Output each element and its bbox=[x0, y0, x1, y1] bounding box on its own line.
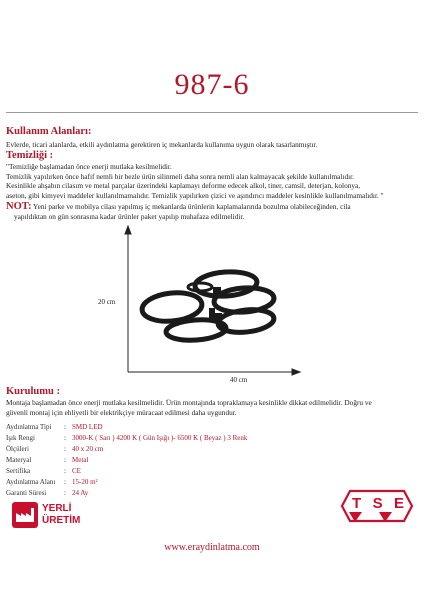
install-heading: Kurulumu : bbox=[6, 386, 60, 397]
install-text bbox=[6, 398, 424, 417]
note-label: NOT: bbox=[6, 201, 32, 212]
spec-key: Aydınlatma Alanı bbox=[6, 478, 56, 486]
spec-separator: : bbox=[64, 434, 66, 442]
spec-separator: : bbox=[64, 423, 66, 431]
factory-icon bbox=[12, 502, 38, 528]
install-line: güvenli montaj için ehliyetli bir elektrikçiye müracaat edilmesi daha uygundur. bbox=[6, 407, 237, 417]
spec-key: Ölçüleri bbox=[6, 445, 29, 453]
spec-separator: : bbox=[64, 445, 66, 453]
spec-value: SMD LED bbox=[72, 423, 103, 431]
cleaning-line: Temizlik yapılırken önce hafif nemli bir bezle ürün silinmeli daha sonra nemli alan kalmayacak şekilde kullanılmalıdır. bbox=[6, 171, 355, 181]
spec-value: CE bbox=[72, 467, 81, 475]
spec-separator: : bbox=[64, 489, 66, 497]
cleaning-line: aseton, gibi kimyevi maddeler kullanılmamalıdır. Temizlik yapılırken çizici ve aşındırıcı maddeler kesinlikle kullanılmamalıdır. " bbox=[6, 190, 384, 200]
badge-line-1: YERLİ bbox=[42, 503, 72, 514]
install-line: Montaja başlamadan önce enerji mutlaka kesilmelidir. Ürün montajında topraklamaya kesinlikle dikkat edilmelidir. Doğru ve bbox=[6, 398, 372, 407]
yerli-uretim-badge bbox=[12, 500, 92, 530]
spec-value: 24 Ay bbox=[72, 489, 89, 497]
note-text-2: yapıldıktan on gün sonrasına kadar ürünler paket yapılıp muhafaza edilmelidir. bbox=[14, 211, 245, 221]
cleaning-line: Kesinlikle ahşabın cilasım ve metal parçalar üzerindeki kaplamayı deforme edecek alkol, tiner, camsil, deterjan, kolonya, bbox=[6, 181, 361, 191]
height-label: 20 cm bbox=[98, 298, 116, 306]
usage-heading: Kullanım Alanları: bbox=[6, 126, 92, 137]
spec-separator: : bbox=[64, 456, 66, 464]
spec-value: 40 x 20 cm bbox=[72, 445, 104, 453]
width-dimension-line bbox=[128, 369, 300, 375]
spec-value: 3000-K ( Sarı ) 4200 K ( Gün Işığı )- 6500 K ( Beyaz ) 3 Renk bbox=[72, 434, 248, 442]
tse-letters bbox=[352, 495, 404, 513]
spec-key: Aydınlatma Tipi bbox=[6, 423, 52, 431]
spec-value: 15-20 m² bbox=[72, 478, 98, 486]
spec-separator: : bbox=[64, 478, 66, 486]
spec-value: Metal bbox=[72, 456, 89, 464]
spec-key: Sertifika bbox=[6, 467, 31, 475]
width-label: 40 cm bbox=[230, 376, 248, 384]
website-link[interactable]: www.eraydinlatma.com bbox=[164, 542, 260, 553]
note-text: Yeni parke ve mobilya cilası yapılmış iç mekanlarda ürünlerin kaplamalarında bozulma olabileceğinden, cila bbox=[31, 202, 351, 211]
badge-line-2: ÜRETİM bbox=[42, 515, 81, 526]
cleaning-line: "Temizliğe başlamadan önce enerji mutlaka kesilmelidir. bbox=[6, 162, 172, 171]
tse-letter: S bbox=[372, 495, 383, 512]
tse-letter: E bbox=[393, 495, 404, 512]
spec-key: Garanti Süresi bbox=[6, 489, 47, 497]
spec-key: Işık Rengi bbox=[6, 434, 35, 442]
height-dimension-line bbox=[125, 226, 131, 372]
model-number: 987-6 bbox=[174, 68, 250, 101]
tse-letter: T bbox=[352, 495, 362, 512]
cleaning-heading: Temizliği : bbox=[6, 150, 54, 161]
usage-text: Evlerde, ticari alanlarda, etkili aydınlatma gerektiren iç mekanlarda kullanıma uygun olarak tasarlanmıştır. bbox=[6, 140, 318, 149]
spec-separator: : bbox=[64, 467, 66, 475]
spec-key: Materyal bbox=[6, 456, 32, 464]
chandelier-drawing bbox=[141, 270, 275, 342]
